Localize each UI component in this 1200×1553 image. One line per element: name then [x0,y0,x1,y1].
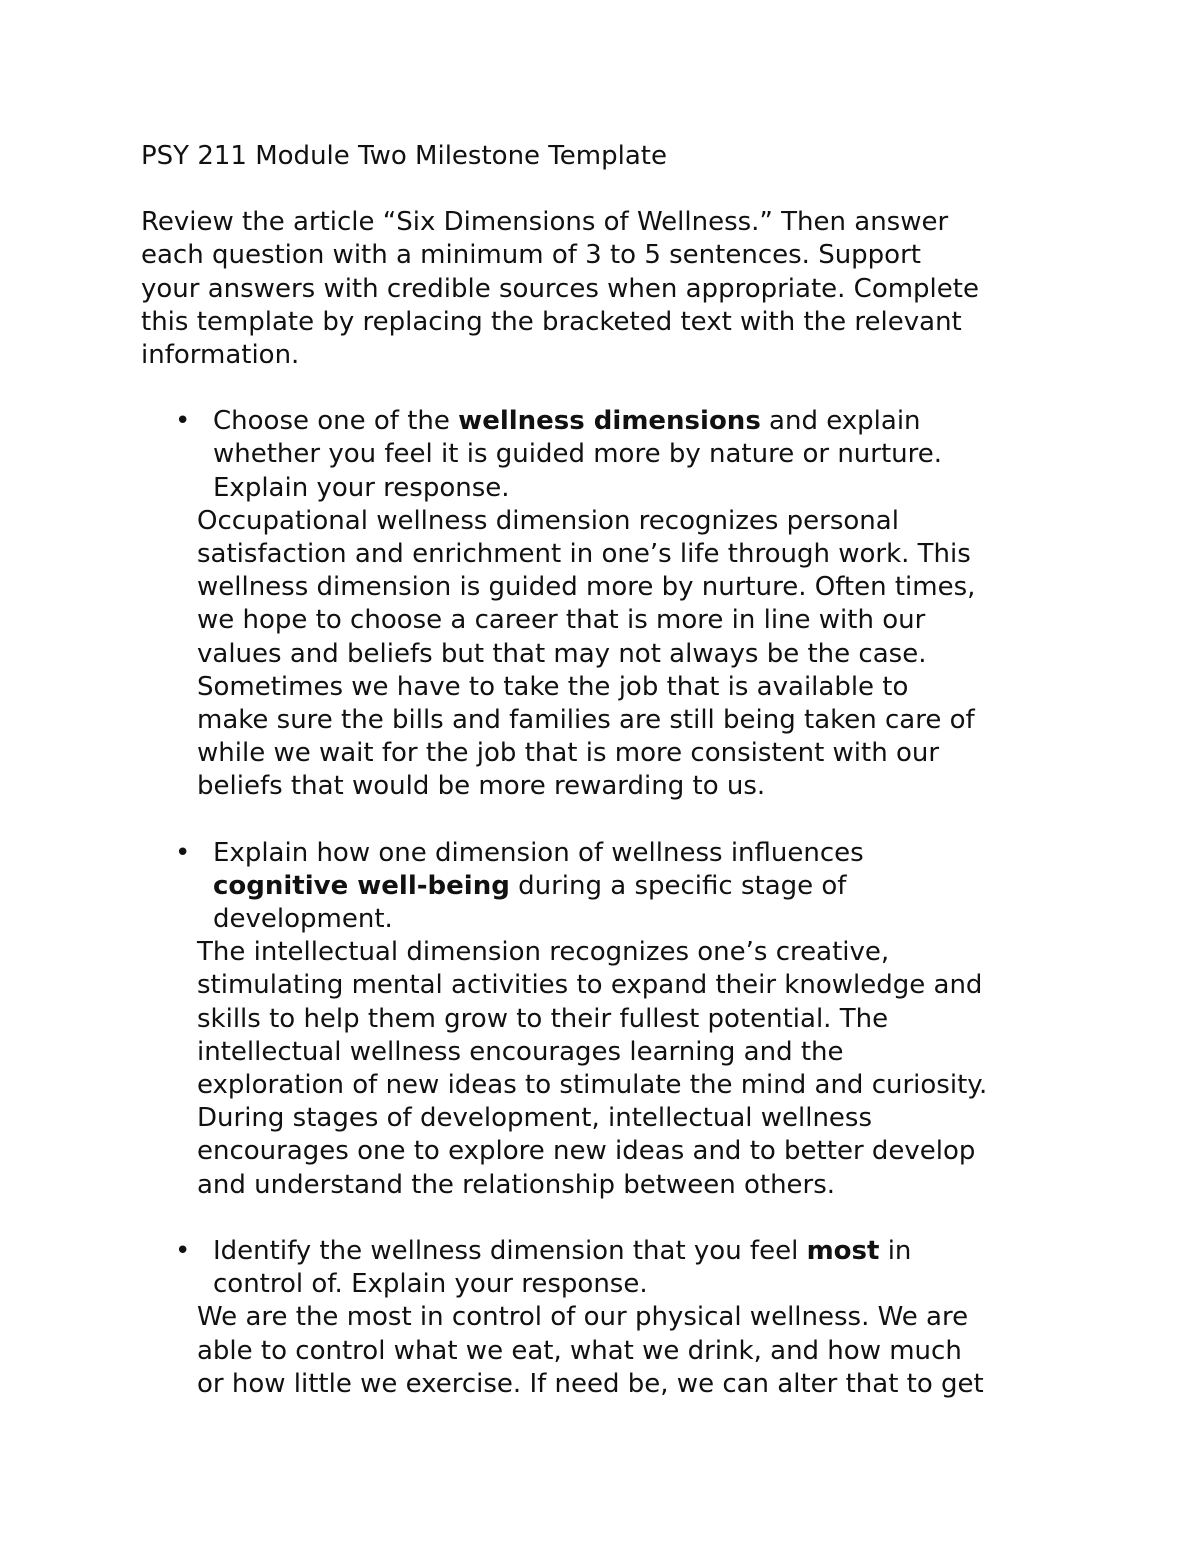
answer-line: we hope to choose a career that is more in line with our [197,605,926,636]
answer-line: values and beliefs but that may not always be the case. [197,638,927,669]
answer-line: while we wait for the job that is more consistent with our [197,738,940,769]
question-item-3 [141,1235,1101,1401]
answer-line: and understand the relationship between others. [197,1169,836,1200]
question-line [141,438,1101,471]
answer-line: able to control what we eat, what we drink, and how much [197,1335,962,1366]
answer-line: The intellectual dimension recognizes one’s creative, [197,937,890,968]
question-text: Explain your response. [213,472,510,503]
document-page [141,140,1101,1401]
bullet-icon: • [175,1235,191,1266]
answer-line: exploration of new ideas to stimulate the mind and curiosity. [197,1070,988,1101]
answer-line: skills to help them grow to their fullest potential. The [197,1003,889,1034]
answer-line: Occupational wellness dimension recognizes personal [197,505,899,536]
question-line [141,1235,1101,1268]
document-title: PSY 211 Module Two Milestone Template [141,141,667,171]
question-line [141,405,1101,438]
question-item-1 [141,405,1101,803]
answer-line: satisfaction and enrichment in one’s life through work. This [197,539,971,570]
question-text: control of. Explain your response. [213,1269,648,1300]
answer-line: or how little we exercise. If need be, we can alter that to get [197,1368,984,1399]
question-text: whether you feel it is guided more by nature or nurture. [213,439,943,470]
question-text: Choose one of the [213,406,459,437]
question-emphasis: wellness dimensions [458,406,761,437]
question-emphasis: cognitive well-being [213,870,510,901]
question-text: Explain how one dimension of wellness influences [213,837,864,868]
instructions-line: each question with a minimum of 3 to 5 sentences. Support [141,240,921,271]
answer-line: intellectual wellness encourages learning and the [197,1036,844,1067]
instructions-paragraph [141,206,1101,372]
answer-line: encourages one to explore new ideas and to better develop [197,1136,976,1167]
answer-line: Sometimes we have to take the job that is available to [197,671,909,702]
question-line [141,870,1101,903]
answer-line: wellness dimension is guided more by nurture. Often times, [197,572,976,603]
question-line [141,837,1101,870]
question-emphasis: most [806,1235,880,1266]
question-line [141,472,1101,505]
instructions-line: this template by replacing the bracketed text with the relevant [141,306,962,337]
answer-line: stimulating mental activities to expand their knowledge and [197,970,983,1001]
question-text: Identify the wellness dimension that you feel [213,1235,807,1266]
question-text: during a specific stage of [509,870,847,901]
bullet-icon: • [175,406,191,437]
answer-line: beliefs that would be more rewarding to us. [197,771,766,802]
question-text: in [879,1235,912,1266]
question-item-2 [141,837,1101,1202]
instructions-line: your answers with credible sources when appropriate. Complete [141,273,979,304]
question-line [141,1268,1101,1301]
question-text: and explain [760,406,921,437]
bullet-icon: • [175,837,191,868]
instructions-line: Review the article “Six Dimensions of Wellness.” Then answer [141,207,949,238]
answer-line: We are the most in control of our physical wellness. We are [197,1302,969,1333]
answer-paragraph [141,505,1101,804]
answer-line: During stages of development, intellectual wellness [197,1103,873,1134]
instructions-line: information. [141,340,300,371]
answer-paragraph [141,1301,1101,1401]
question-line [141,903,1101,936]
question-text: development. [213,904,393,935]
answer-paragraph [141,936,1101,1202]
answer-line: make sure the bills and families are still being taken care of [197,705,975,736]
